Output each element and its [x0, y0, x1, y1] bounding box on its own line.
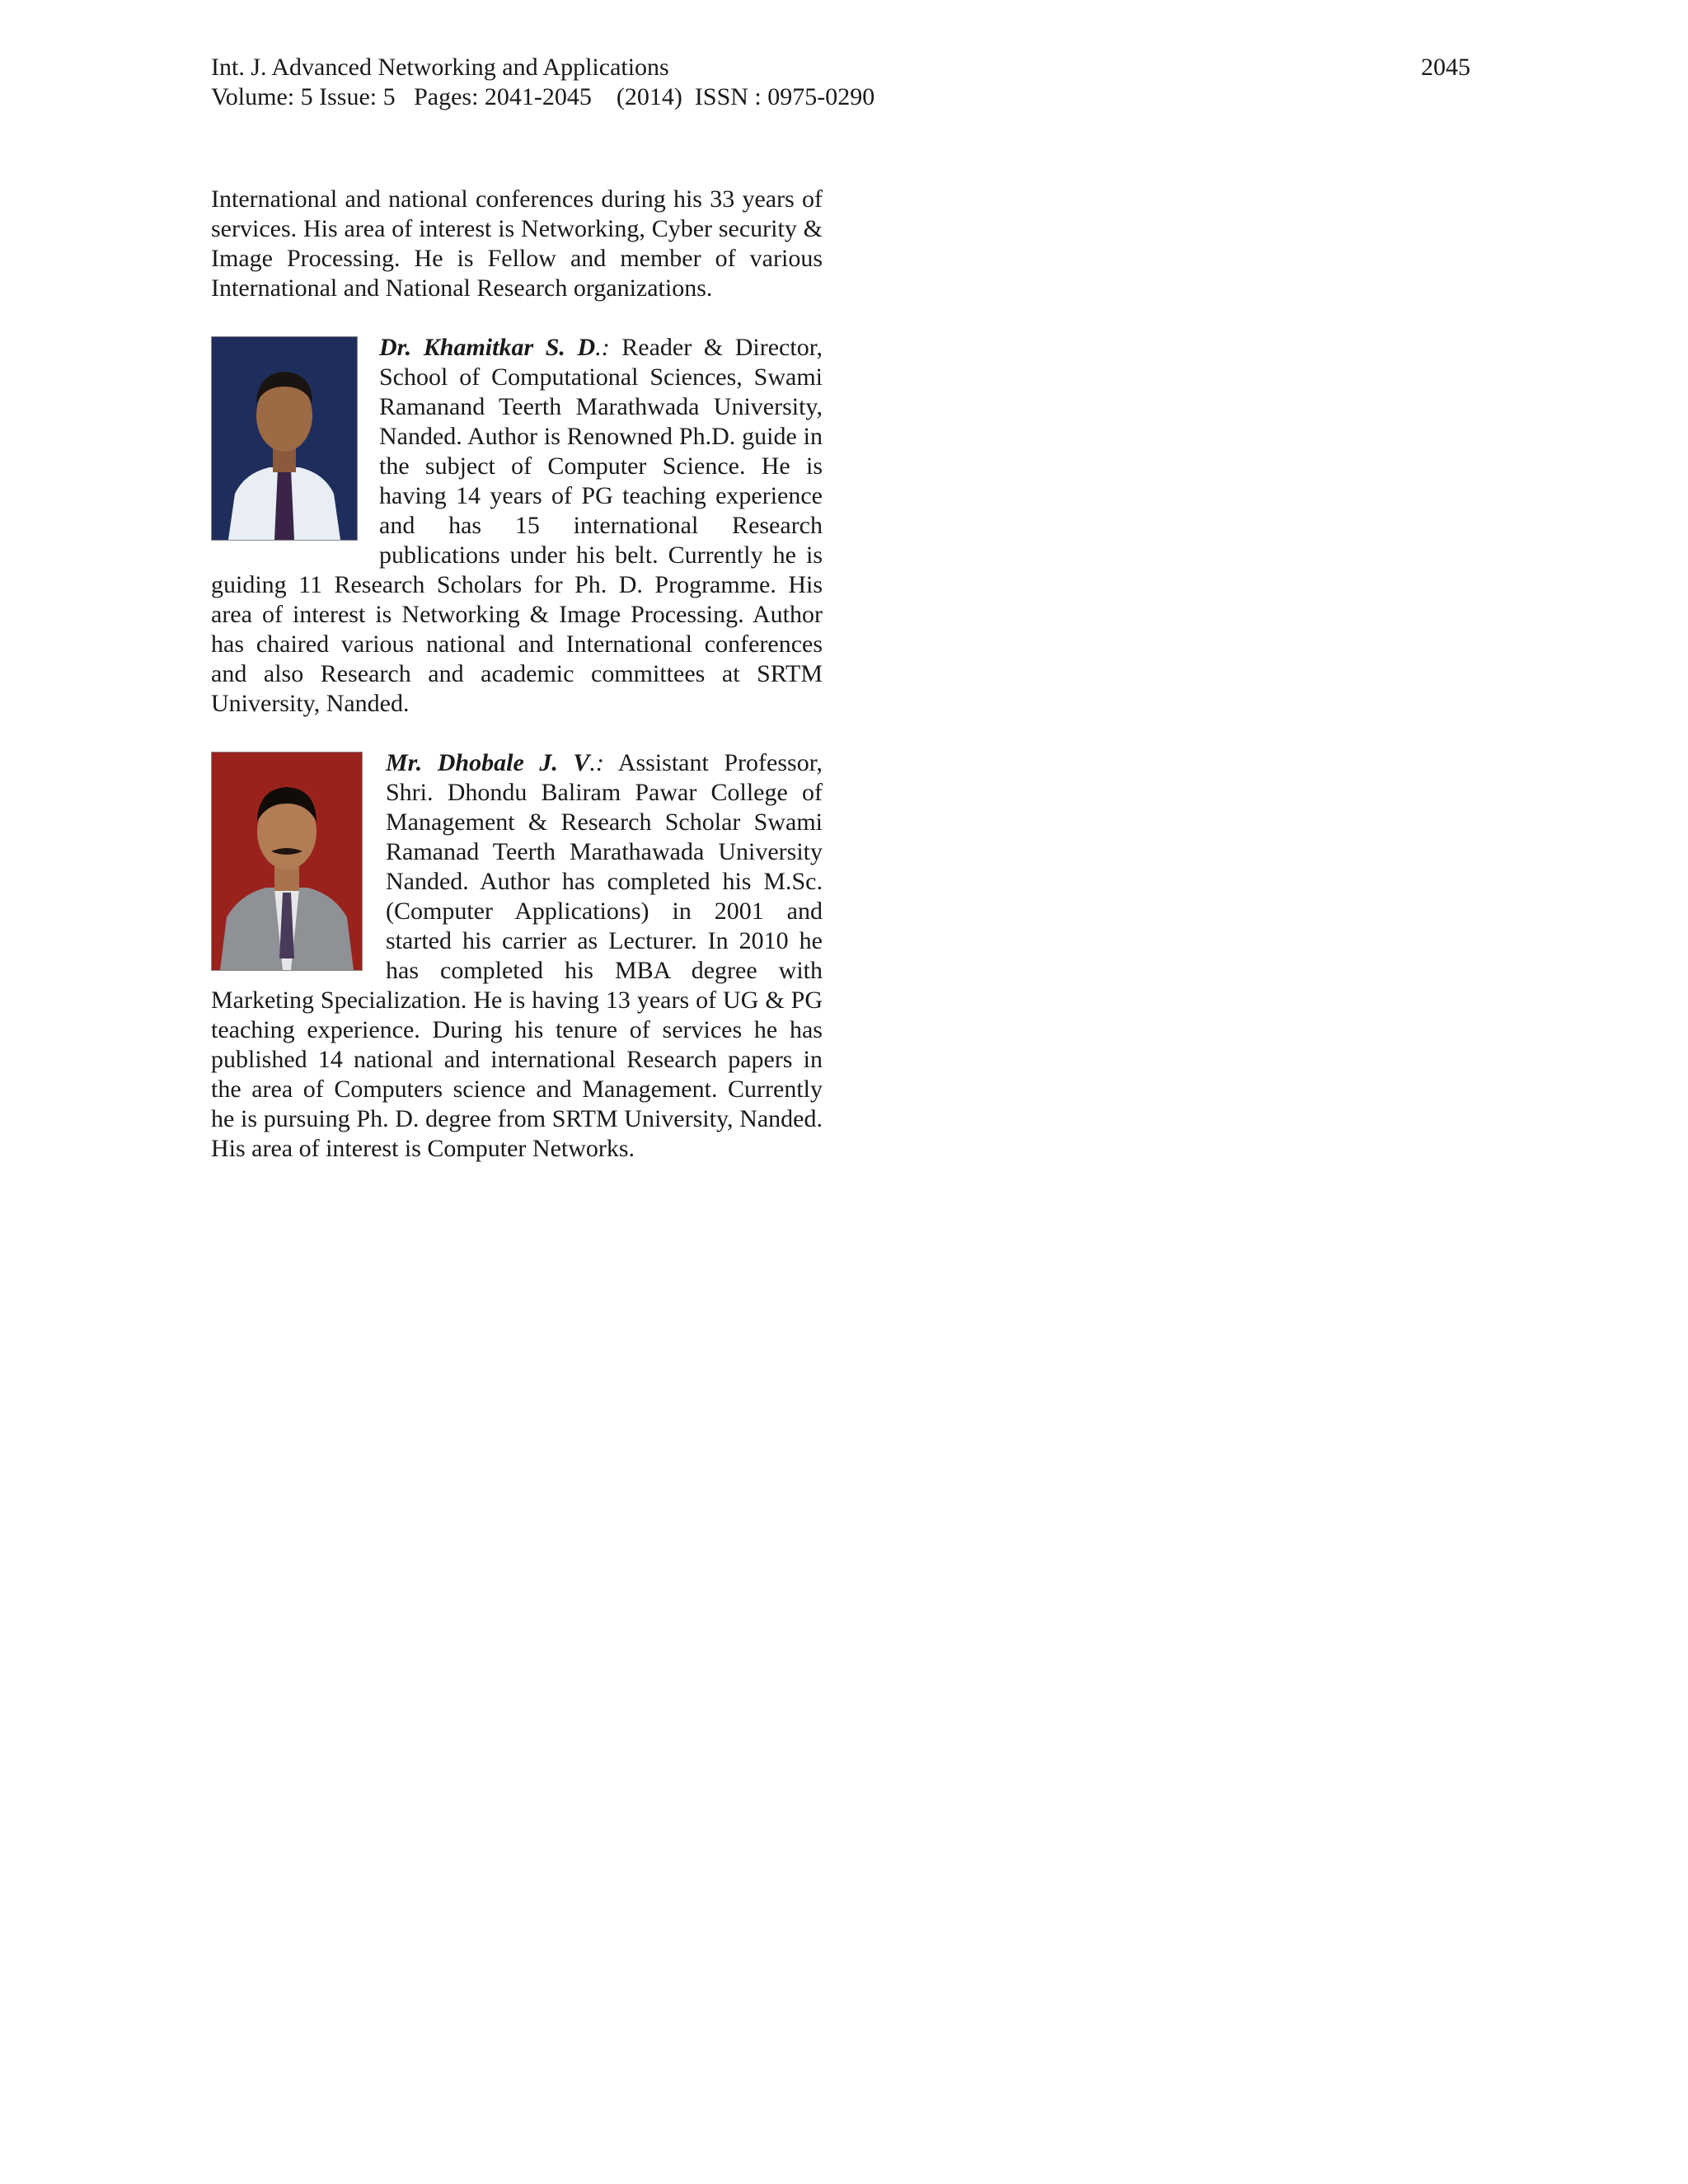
author-photo-dhobale — [211, 752, 363, 971]
intro-paragraph: International and national conferences during his 33 years of services. His area of interest is Networking, Cyber security & Image Processing. He is Fellow and member of various International and National Research organizations. — [211, 185, 823, 302]
author-name-dhobale: Mr. Dhobale J. V — [386, 749, 590, 776]
author-photo-khamitkar — [211, 336, 358, 541]
author-name-khamitkar: Dr. Khamitkar S. D — [379, 334, 596, 361]
author-bio-dhobale — [211, 748, 823, 1164]
author-bio-khamitkar — [211, 333, 823, 719]
name-separator: .: — [589, 749, 604, 776]
name-separator: .: — [595, 334, 610, 361]
bio-text-khamitkar: Reader & Director, School of Computational Sciences, Swami Ramanand Teerth Marathwada University, Nanded. Author is Renowned Ph.D. guide in the subject of Computer Science. He is having 14 years of PG teaching experience and has 15 international Research publications under his belt. Currently he is guiding 11 Research Scholars for Ph. D. Programme. His area of interest is Networking & Image Processing. Author has chaired various national and International conferences and also Research and academic committees at SRTM University, Nanded. — [211, 334, 823, 717]
page-number: 2045 — [1421, 54, 1470, 81]
bio-text-dhobale: Assistant Professor, Shri. Dhondu Baliram Pawar College of Management & Research Scholar Swami Ramanad Teerth Marathawada University Nanded. Author has completed his M.Sc. (Computer Applications) in 2001 and started his carrier as Lecturer. In 2010 he has completed his MBA degree with Marketing Specialization. He is having 13 years of UG & PG teaching experience. During his tenure of services he has published 14 national and international Research papers in the area of Computers science and Management. Currently he is pursuing Ph. D. degree from SRTM University, Nanded. His area of interest is Computer Networks. — [211, 749, 823, 1162]
volume-info: Volume: 5 Issue: 5 Pages: 2041-2045 (2014) ISSN : 0975-0290 — [211, 83, 875, 110]
journal-title: Int. J. Advanced Networking and Applications — [211, 54, 669, 81]
text-column — [211, 185, 823, 1193]
page-header — [211, 53, 1470, 112]
